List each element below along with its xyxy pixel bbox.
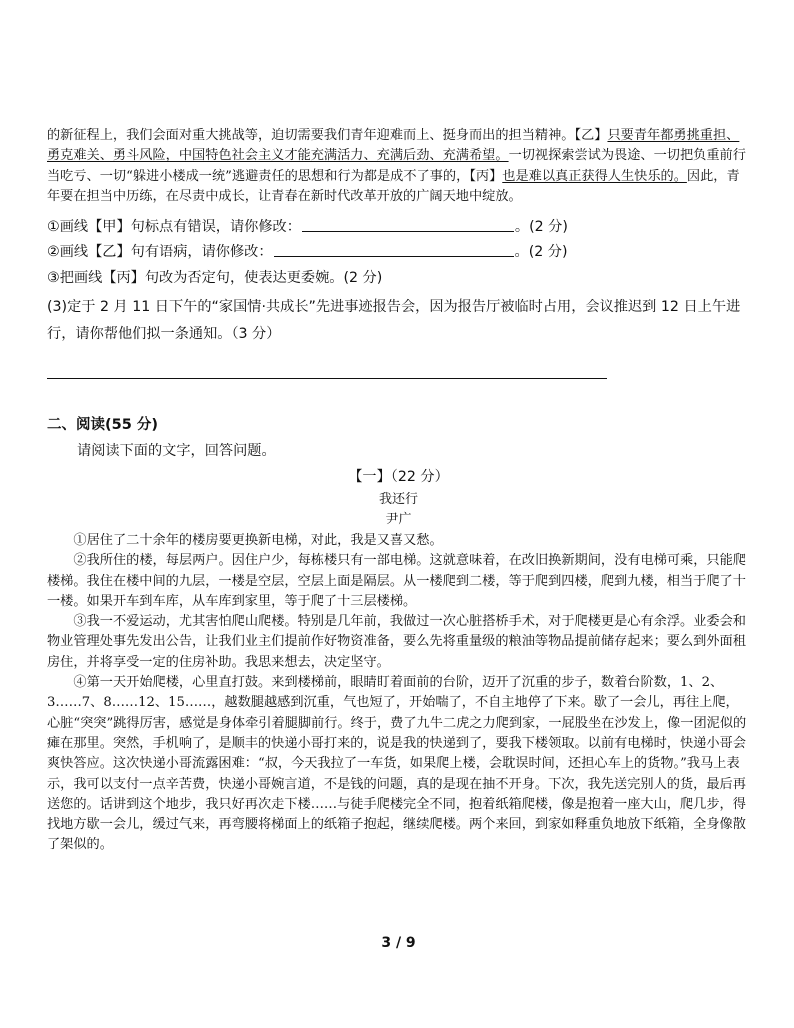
- section-heading-text: 二、阅读(55 分): [47, 417, 158, 433]
- question-4: [47, 294, 750, 348]
- part-label: [47, 467, 750, 487]
- question-2-text: ②画线【乙】句有语病，请你修改：: [47, 244, 273, 260]
- section-heading: [47, 415, 750, 435]
- reading-instruction: [77, 441, 750, 461]
- question-2-score: 。(2 分): [514, 244, 568, 260]
- mark-yi: 【乙】: [574, 128, 608, 143]
- underlined-sentence-yi: 只要青年都勇挑重担、勇克难关、勇斗风险，中国特色社会主义才能充满活力、充满后劲、充满希望。: [47, 128, 740, 164]
- question-4-text: (3)定于 2 月 11 日下午的“家国情·共成长”先进事迹报告会，因为报告厅被临时占用，会议推迟到 12 日上午进行，请你帮他们拟一条通知。（3 分）: [47, 299, 741, 342]
- question-3: [47, 268, 750, 288]
- article-title-text: 我还行: [378, 492, 418, 507]
- reading-instruction-text: 请阅读下面的文字，回答问题。: [77, 443, 276, 459]
- page-number: [47, 933, 750, 953]
- article-paragraph-1: ①居住了二十余年的楼房要更换新电梯，对此，我是又喜又愁。: [73, 533, 443, 548]
- answer-blank-1[interactable]: [302, 217, 514, 232]
- paragraph-text-2: 一切视探索尝试为畏途、一切把负重前行当吃亏、一切“躲进小楼成一统”逃避责任的思想和行为都是成不了事的，: [47, 148, 746, 184]
- question-1-text: ①画线【甲】句标点有错误，请你修改：: [47, 219, 301, 235]
- article-paragraph-3: ③我一不爱运动，尤其害怕爬山爬楼。特别是几年前，我做过一次心脏搭桥手术，对于爬楼更是心有余浮。业委会和物业管理处事先发出公告，让我们业主们提前作好物资准备，要么先将重量级的粮油等物品提前储存起来；要么到外面租房住，并将享受一定的住房补助。我思来想去，决定坚守。: [47, 614, 746, 670]
- article-author-text: 尹广: [385, 512, 412, 527]
- page-number-text: 3 / 9: [381, 935, 416, 951]
- underlined-sentence-bing: 也是难以真正获得人生快乐的。: [502, 168, 687, 184]
- intro-paragraph: [47, 126, 750, 207]
- part-label-text: 【一】（22 分）: [348, 469, 449, 485]
- article-paragraph-4: ④第一天开始爬楼，心里直打鼓。来到楼梯前，眼睛盯着面前的台阶，迈开了沉重的步子，数着台阶数，1、2、3……7、8……12、15……，越数腿越感到沉重，气也短了，开始喘了，不自主地停了下来。歇了一会儿，再往上爬，心脏“突突”跳得厉害，感觉是身体牵引着腿脚前行。终于，费了九牛二虎之力爬到家，一屁股坐在沙发上，像一团泥似的瘫在那里。突然，手机响了，是顺丰的快递小哥打来的，说是我的快递到了，要我下楼领取。以前有电梯时，快递小哥会爽快答应。这次快递小哥流露困难：“叔，今天我拉了一车货，如果爬上楼，会耽误时间，还担心车上的货物。”我马上表示，我可以支付一点辛苦费，快递小哥婉言道，不是钱的问题，真的是现在抽不开身。下次，我先送完别人的货，最后再送您的。话讲到这个地步，我只好再次走下楼……与徒手爬楼完全不同，抱着纸箱爬楼，像是抱着一座大山，爬几步，得找地方歇一会儿，缓过气来，再弯腰将梯面上的纸箱子抱起，继续爬楼。两个来回，到家如释重负地放下纸箱，全身像散了架似的。: [47, 675, 747, 853]
- answer-line[interactable]: [47, 378, 607, 379]
- article-paragraph-2: ②我所住的楼，每层两户。因住户少，每栋楼只有一部电梯。这就意味着，在改旧换新期间，没有电梯可乘，只能爬楼梯。我住在楼中间的九层，一楼是空层，空层上面是隔层。从一楼爬到二楼，等于爬到四楼，爬到九楼，相当于爬了十一楼。如果开车到车库，从车库到家里，等于爬了十三层楼梯。: [47, 553, 746, 609]
- question-2: [47, 242, 750, 262]
- question-3-text: ③把画线【丙】句改为否定句，使表达更委婉。(2 分): [47, 270, 383, 286]
- question-1-score: 。(2 分): [514, 219, 568, 235]
- question-1: [47, 217, 750, 237]
- paragraph-text-1: 的新征程上，我们会面对重大挑战等，迫切需要我们青年迎难而上、挺身而出的担当精神。: [47, 128, 575, 143]
- article-author: [47, 510, 750, 530]
- paragraph-text-3: 因此，青年要在担当中历练，在尽责中成长，让青春在新时代改革开放的广阔天地中绽放。: [47, 168, 740, 204]
- answer-blank-2[interactable]: [274, 242, 514, 257]
- article-body: [47, 531, 750, 856]
- mark-bing: 【丙】: [469, 168, 503, 184]
- article-title: [47, 490, 750, 510]
